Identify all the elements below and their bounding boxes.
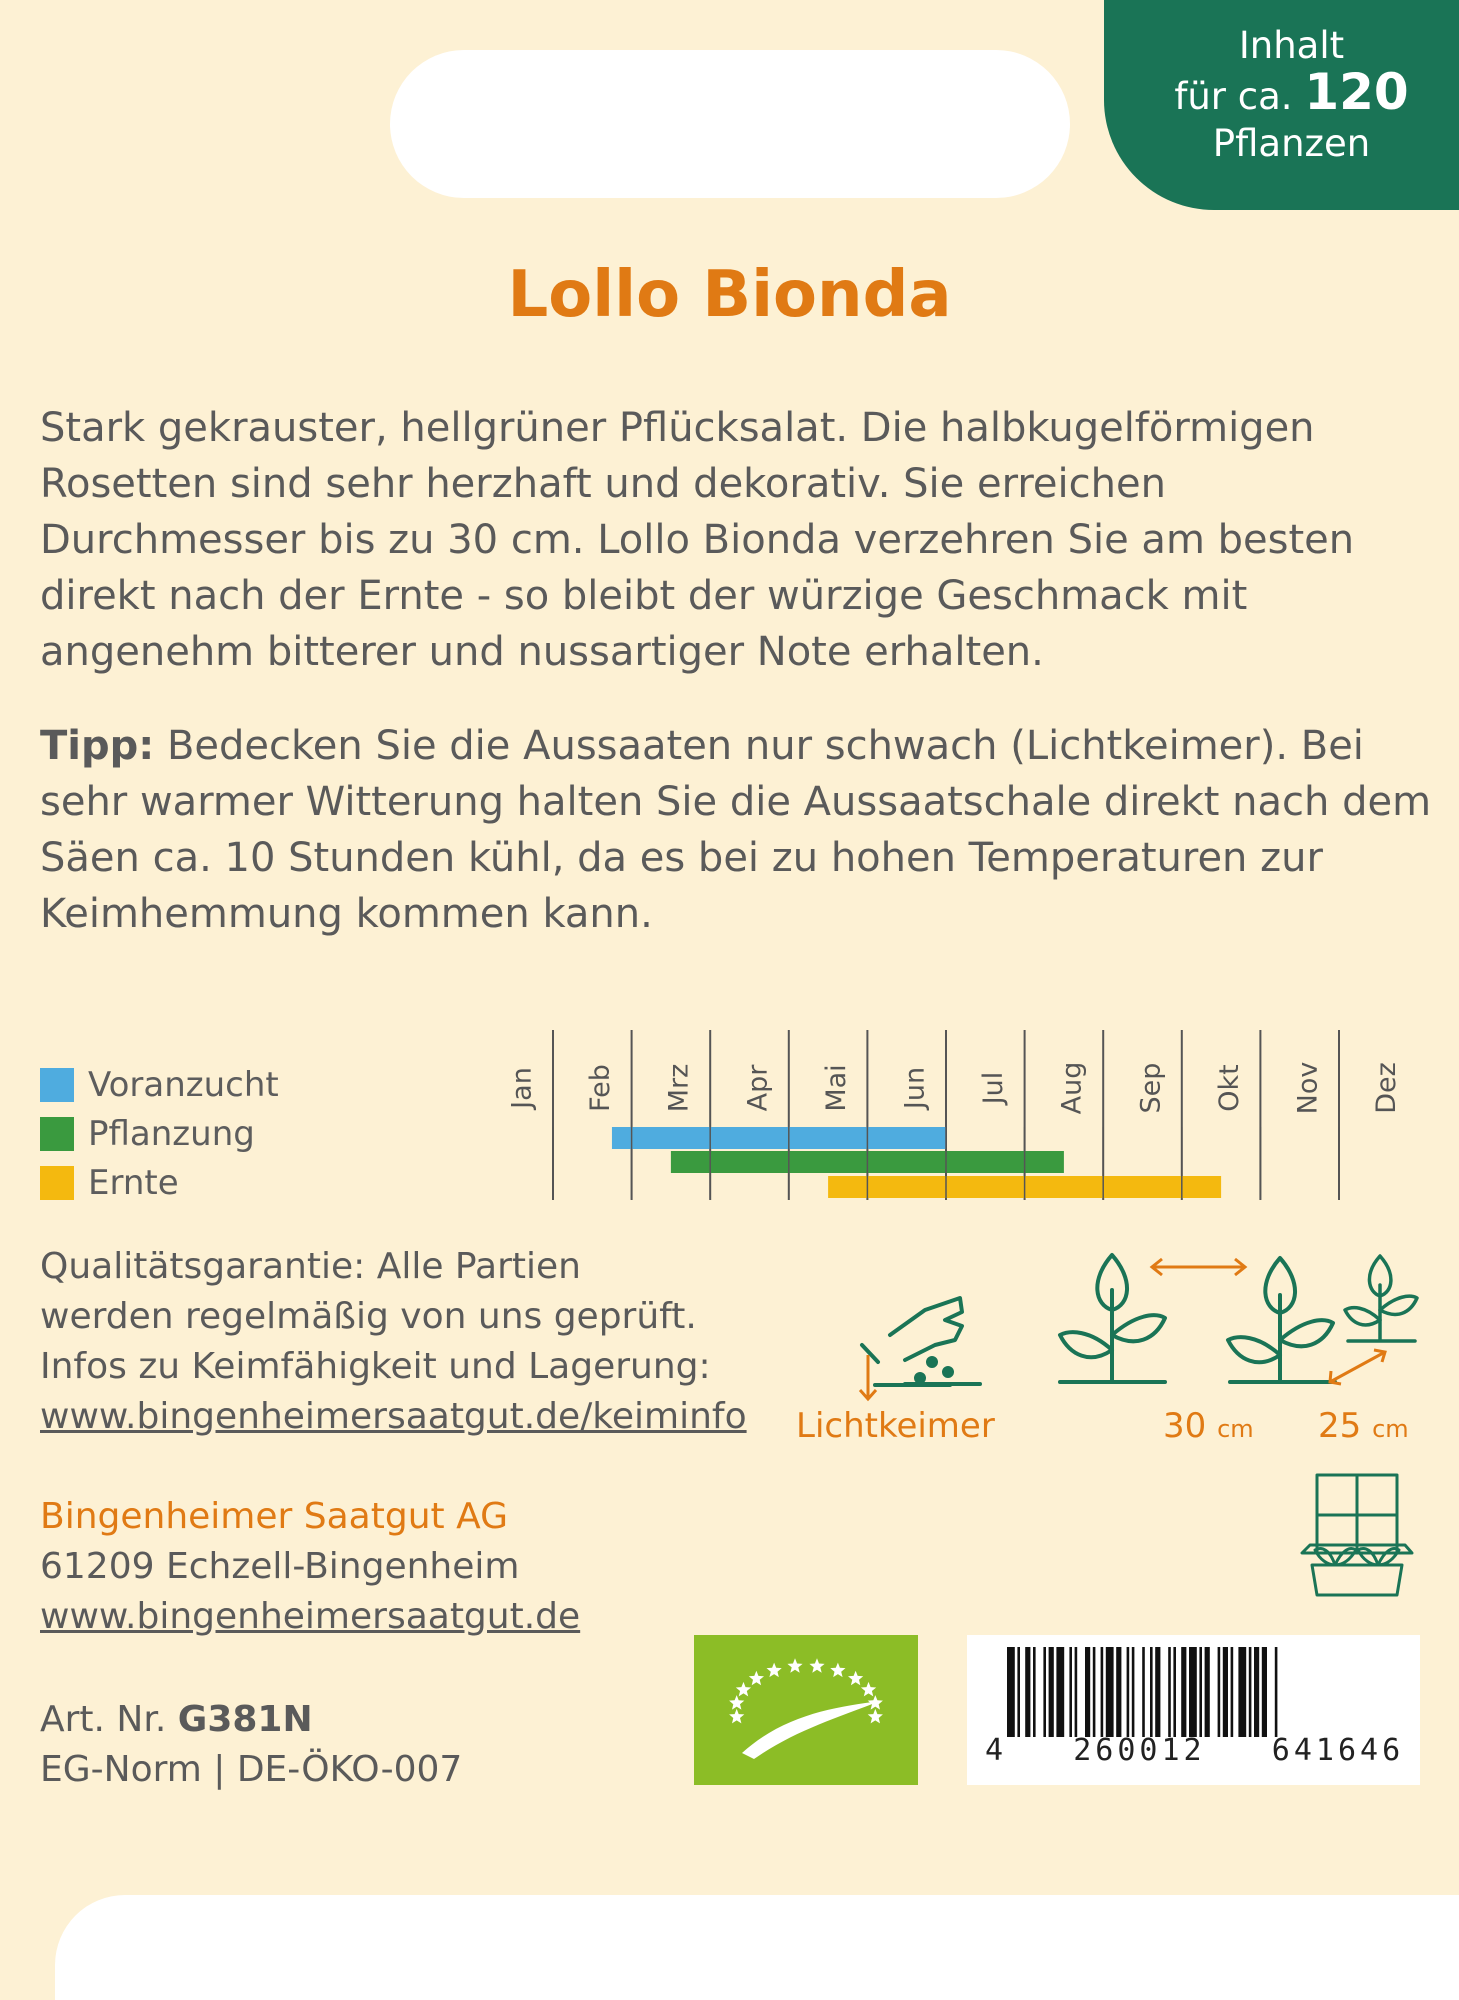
badge-line1: Inhalt bbox=[1238, 24, 1345, 67]
quality-line2: werden regelmäßig von uns geprüft. bbox=[40, 1296, 697, 1337]
barcode-bar bbox=[1262, 1647, 1267, 1737]
badge-prefix: für ca. bbox=[1174, 75, 1293, 118]
article-number: G381N bbox=[177, 1699, 313, 1740]
calendar-month-label: Nov bbox=[1292, 1061, 1324, 1115]
eu-star bbox=[809, 1658, 824, 1673]
barcode-bar bbox=[1150, 1647, 1153, 1737]
company-name: Bingenheimer Saatgut AG bbox=[40, 1496, 508, 1537]
quality-line1: Qualitätsgarantie: Alle Partien bbox=[40, 1246, 581, 1287]
eu-star bbox=[729, 1695, 744, 1710]
barcode-bar bbox=[1101, 1647, 1104, 1737]
eu-star bbox=[830, 1663, 845, 1678]
barcode-bar bbox=[1205, 1647, 1210, 1737]
barcode-bar bbox=[1275, 1647, 1278, 1737]
row-spacing-unit: cm bbox=[1217, 1415, 1254, 1443]
calendar-month-label: Aug bbox=[1056, 1061, 1088, 1115]
row-spacing-label bbox=[1163, 1406, 1254, 1446]
barcode-bar bbox=[1127, 1647, 1130, 1737]
calendar-month-label: Mrz bbox=[663, 1063, 695, 1113]
plant-spacing-unit: cm bbox=[1372, 1415, 1409, 1443]
legend-label: Voranzucht bbox=[88, 1064, 279, 1105]
barcode-bar bbox=[1017, 1647, 1020, 1737]
barcode-bar bbox=[1033, 1647, 1036, 1737]
plant-icon bbox=[1060, 1255, 1165, 1382]
eu-star bbox=[729, 1709, 744, 1724]
small-plant-icon bbox=[1345, 1256, 1417, 1341]
barcode-bar bbox=[1142, 1647, 1145, 1737]
barcode-bar bbox=[1254, 1647, 1259, 1737]
company-address: 61209 Echzell-Bingenheim bbox=[40, 1546, 520, 1587]
tip-text: Bedecken Sie die Aussaaten nur schwach (Lichtkeimer). Bei sehr warmer Witterung halten Sie die Aussaatschale direkt nach dem Säen ca. 10 Stunden kühl, da es bei zu hohen Temperaturen zur Keimhemmung kommen kann. bbox=[40, 723, 1432, 937]
eu-leaf-stars-icon bbox=[694, 1635, 918, 1785]
light-germinator-icon bbox=[862, 1298, 980, 1385]
barcode-bar bbox=[1043, 1647, 1046, 1737]
bottom-cutout bbox=[55, 1895, 1459, 2000]
eu-star bbox=[787, 1658, 802, 1673]
legend-label: Pflanzung bbox=[88, 1113, 255, 1154]
barcode-bar bbox=[1168, 1647, 1171, 1737]
article-norm: EG-Norm | DE-ÖKO-007 bbox=[40, 1749, 463, 1790]
eu-star bbox=[848, 1671, 863, 1686]
windowsill-icon bbox=[1302, 1475, 1412, 1595]
barcode-bar bbox=[1155, 1647, 1160, 1737]
barcode-bar bbox=[1132, 1647, 1135, 1737]
barcode-bar bbox=[1007, 1647, 1015, 1737]
badge-line3: Pflanzen bbox=[1212, 122, 1371, 165]
calendar-month-label: Jun bbox=[899, 1066, 931, 1110]
barcode-bar bbox=[1056, 1647, 1064, 1737]
calendar-month-label: Feb bbox=[585, 1064, 617, 1112]
eu-star bbox=[861, 1682, 876, 1697]
diagonal-arrow-icon bbox=[1330, 1350, 1385, 1384]
product-description: Stark gekrauster, hellgrüner Pflücksalat. Die halbkugelförmigen Rosetten sind sehr herzhaft und dekorativ. Sie erreichen Durchmesser bis zu 30 cm. Lollo Bionda verzehren Sie am besten direkt nach der Ernte - so bleibt der würzige Geschmack mit angenehm bitterer und nussartiger Note erhalten. bbox=[40, 405, 1355, 675]
eu-star bbox=[868, 1709, 883, 1724]
product-title: Lollo Bionda bbox=[507, 258, 952, 332]
barcode-bar bbox=[1189, 1647, 1197, 1737]
calendar-month-label: Okt bbox=[1213, 1064, 1245, 1112]
barcode-bar bbox=[1106, 1647, 1114, 1737]
badge-count: 120 bbox=[1304, 63, 1409, 121]
barcode bbox=[967, 1635, 1420, 1785]
calendar-month-label: Apr bbox=[742, 1064, 774, 1112]
light-germinator-label: Lichtkeimer bbox=[796, 1406, 995, 1446]
barcode-bar bbox=[1223, 1647, 1228, 1737]
barcode-bar bbox=[1218, 1647, 1221, 1737]
calendar-month-label: Sep bbox=[1135, 1062, 1167, 1114]
barcode-bar bbox=[1231, 1647, 1234, 1737]
barcode-bar bbox=[1249, 1647, 1252, 1737]
eu-star bbox=[767, 1663, 782, 1678]
plant-icon bbox=[1228, 1258, 1335, 1382]
eu-star bbox=[749, 1671, 764, 1686]
barcode-bar bbox=[1199, 1647, 1202, 1737]
article-label: Art. Nr. bbox=[40, 1699, 167, 1740]
barcode-digits: 4 260012 641646 bbox=[985, 1733, 1405, 1768]
calendar-month-label: Jan bbox=[506, 1067, 538, 1109]
tip-label: Tipp: bbox=[40, 723, 155, 769]
barcode-bar bbox=[1069, 1647, 1072, 1737]
quality-line3: Infos zu Keimfähigkeit und Lagerung: bbox=[40, 1346, 711, 1387]
barcode-bar bbox=[1173, 1647, 1176, 1737]
calendar-month-label: Jul bbox=[978, 1071, 1010, 1105]
calendar-month-label: Dez bbox=[1371, 1062, 1403, 1114]
barcode-bar bbox=[1075, 1647, 1078, 1737]
keiminfo-link[interactable]: www.bingenheimersaatgut.de/keiminfo bbox=[40, 1396, 747, 1437]
barcode-bar bbox=[1093, 1647, 1096, 1737]
horizontal-arrow-icon bbox=[1152, 1259, 1245, 1275]
arrow-down-icon bbox=[860, 1355, 876, 1399]
barcode-bar bbox=[1116, 1647, 1121, 1737]
barcode-bar bbox=[1085, 1647, 1090, 1737]
barcode-bar bbox=[1025, 1647, 1030, 1737]
barcode-bar bbox=[1181, 1647, 1186, 1737]
eu-star bbox=[736, 1682, 751, 1697]
article-block bbox=[40, 1695, 462, 1795]
eu-organic-logo bbox=[694, 1635, 918, 1785]
plant-spacing-label bbox=[1318, 1406, 1409, 1446]
barcode-bar bbox=[1049, 1647, 1054, 1737]
row-spacing-value: 30 bbox=[1163, 1406, 1207, 1446]
plant-spacing-value: 25 bbox=[1318, 1406, 1362, 1446]
company-block bbox=[40, 1492, 580, 1642]
legend-label: Ernte bbox=[88, 1162, 179, 1203]
company-website-link[interactable]: www.bingenheimersaatgut.de bbox=[40, 1596, 581, 1637]
barcode-bar bbox=[1238, 1647, 1246, 1737]
calendar-month-label: Mai bbox=[820, 1064, 852, 1112]
